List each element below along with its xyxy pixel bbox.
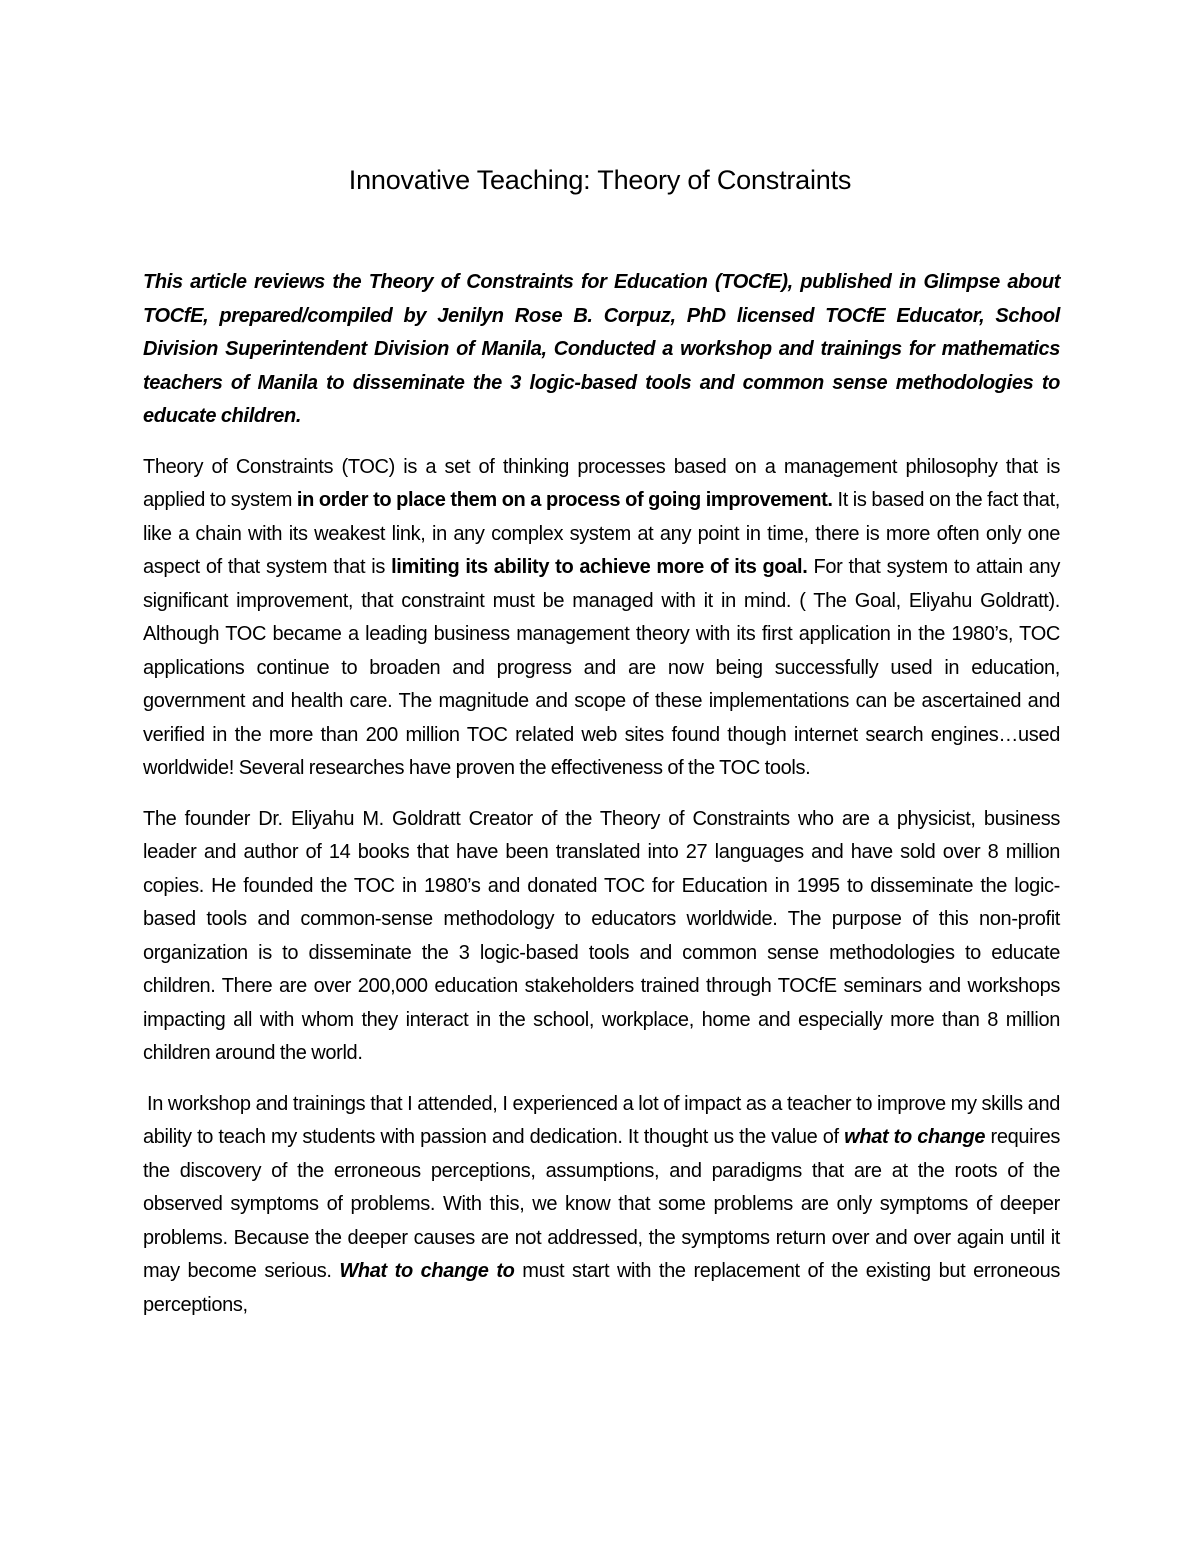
bold-italic-phrase: what to change xyxy=(844,1126,986,1148)
paragraph-text: It is based on the fact that, like a chain with its weakest link, in any complex system at any point in time, there is more often only one aspect of that system that is xyxy=(143,489,1060,578)
paragraph-text: In workshop and trainings that I attended, I experienced a lot of impact as a teacher to improve my skills and ability to teach my students with passion and dedication. It thought us the value of xyxy=(143,1092,1060,1148)
bold-phrase: in order to place them on a process of going improvement. xyxy=(296,489,833,511)
page-title: Innovative Teaching: Theory of Constraints xyxy=(348,165,852,196)
paragraph-text: must start with the replacement of the existing but erroneous perceptions, xyxy=(143,1260,1061,1316)
paragraph-workshop-experience xyxy=(143,1088,1060,1323)
paragraph-text: requires the discovery of the erroneous perceptions, assumptions, and paradigms that are at the roots of the observed symptoms of problems. With this, we know that some problems are only symptoms of deeper problems. Because the deeper causes are not addressed, the symptoms return over and over again until it may become serious. xyxy=(143,1126,1060,1282)
paragraph-text: For that system to attain any significant improvement, that constraint must be managed with it in mind. ( The Goal, Eliyahu Goldratt). Although TOC became a leading business management theory with its first application in the 1980’s, TOC applications continue to broaden and progress and are now being successfully used in education, government and health care. The magnitude and scope of these implementations can be ascertained and verified in the more than 200 million TOC related web sites found though internet search engines…used worldwide! Several researches have proven the effectiveness of the TOC tools. xyxy=(143,556,1060,779)
paragraph-founder: The founder Dr. Eliyahu M. Goldratt Creator of the Theory of Constraints who are a physicist, business leader and author of 14 books that have been translated into 27 languages and have sold over 8 million copies. He founded the TOC in 1980’s and donated TOC for Education in 1995 to disseminate the logic-based tools and common-sense methodology to educators worldwide. The purpose of this non-profit organization is to disseminate the 3 logic-based tools and common sense methodologies to educate children. There are over 200,000 education stakeholders trained through TOCfE seminars and workshops impacting all with whom they interact in the school, workplace, home and especially more than 8 million children around the world. xyxy=(143,807,1060,1064)
bold-phrase: limiting its ability to achieve more of its goal. xyxy=(391,556,808,578)
bold-italic-phrase: What to change to xyxy=(339,1260,515,1282)
intro-paragraph: This article reviews the Theory of Constraints for Education (TOCfE), published in Glimpse about TOCfE, prepared/compiled by Jenilyn Rose B. Corpuz, PhD licensed TOCfE Educator, School Division Superintendent Division of Manila, Conducted a workshop and trainings for mathematics teachers of Manila to disseminate the 3 logic-based tools and common sense methodologies to educate children. xyxy=(143,271,1060,427)
article-body xyxy=(143,266,1060,1339)
paragraph-text: Theory of Constraints (TOC) is a set of thinking processes based on a management philosophy that is applied to system xyxy=(143,455,1060,511)
paragraph-toc-definition xyxy=(143,451,1060,786)
